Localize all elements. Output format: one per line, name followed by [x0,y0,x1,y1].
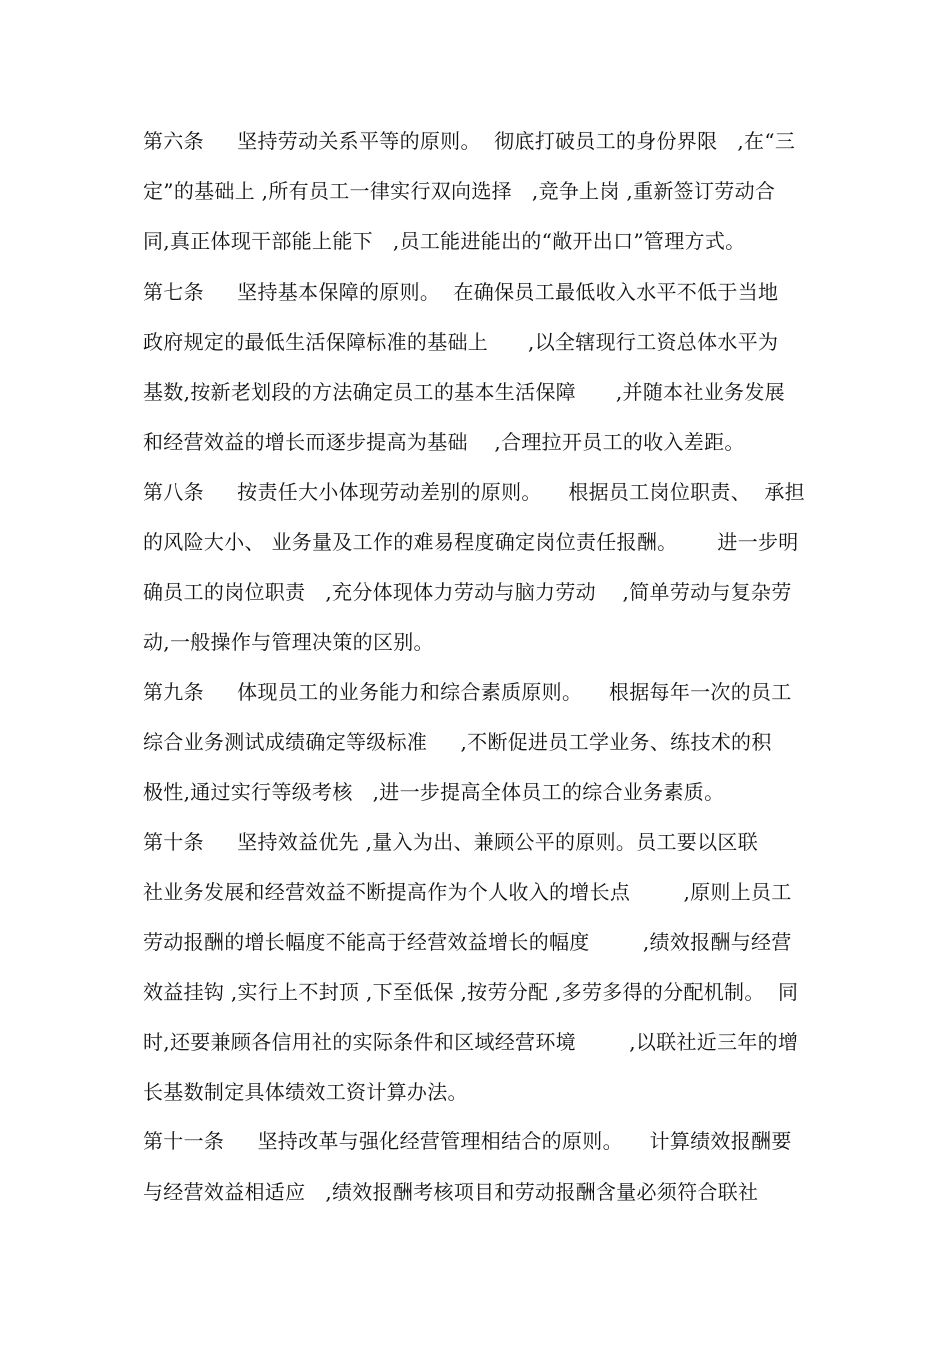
text-line: 与经营效益相适应 ,绩效报酬考核项目和劳动报酬含量必须符合联社 [143,1180,759,1204]
text-line: 第八条 按责任大小体现劳动差别的原则。 根据员工岗位职责、 承担 [143,480,805,504]
text-line: 效益挂钩 ,实行上不封顶 ,下至低保 ,按劳分配 ,多劳多得的分配机制。 同 [143,980,799,1004]
text-line: 同,真正体现干部能上能下 ,员工能进能出的“敞开出口”管理方式。 [143,229,746,253]
text-line: 长基数制定具体绩效工资计算办法。 [143,1080,468,1104]
text-line: 第十条 坚持效益优先 ,量入为出、兼顾公平的原则。员工要以区联 [143,830,759,854]
text-line: 动,一般操作与管理决策的区别。 [143,630,434,654]
text-line: 确员工的岗位职责 ,充分体现体力劳动与脑力劳动 ,简单劳动与复杂劳 [143,580,792,604]
text-line: 政府规定的最低生活保障标准的基础上 ,以全辖现行工资总体水平为 [143,330,779,354]
text-line: 定”的基础上 ,所有员工一律实行双向选择 ,竞争上岗 ,重新签订劳动合 [143,179,776,203]
text-line: 的风险大小、 业务量及工作的难易程度确定岗位责任报酬。 进一步明 [143,530,799,554]
text-line: 第六条 坚持劳动关系平等的原则。 彻底打破员工的身份界限 ,在“三 [143,129,796,153]
text-line: 时,还要兼顾各信用社的实际条件和区域经营环境 ,以联社近三年的增 [143,1030,799,1054]
text-line: 极性,通过实行等级考核 ,进一步提高全体员工的综合业务素质。 [143,780,725,804]
text-line: 综合业务测试成绩确定等级标准 ,不断促进员工学业务、练技术的积 [143,730,772,754]
text-line: 第十一条 坚持改革与强化经营管理相结合的原则。 计算绩效报酬要 [143,1129,792,1153]
text-line: 基数,按新老划段的方法确定员工的基本生活保障 ,并随本社业务发展 [143,380,785,404]
text-line: 劳动报酬的增长幅度不能高于经营效益增长的幅度 ,绩效报酬与经营 [143,930,792,954]
text-line: 第九条 体现员工的业务能力和综合素质原则。 根据每年一次的员工 [143,680,792,704]
text-line: 社业务发展和经营效益不断提高作为个人收入的增长点 ,原则上员工 [143,880,792,904]
text-line: 和经营效益的增长而逐步提高为基础 ,合理拉开员工的收入差距。 [143,430,745,454]
text-line: 第七条 坚持基本保障的原则。 在确保员工最低收入水平不低于当地 [143,280,779,304]
